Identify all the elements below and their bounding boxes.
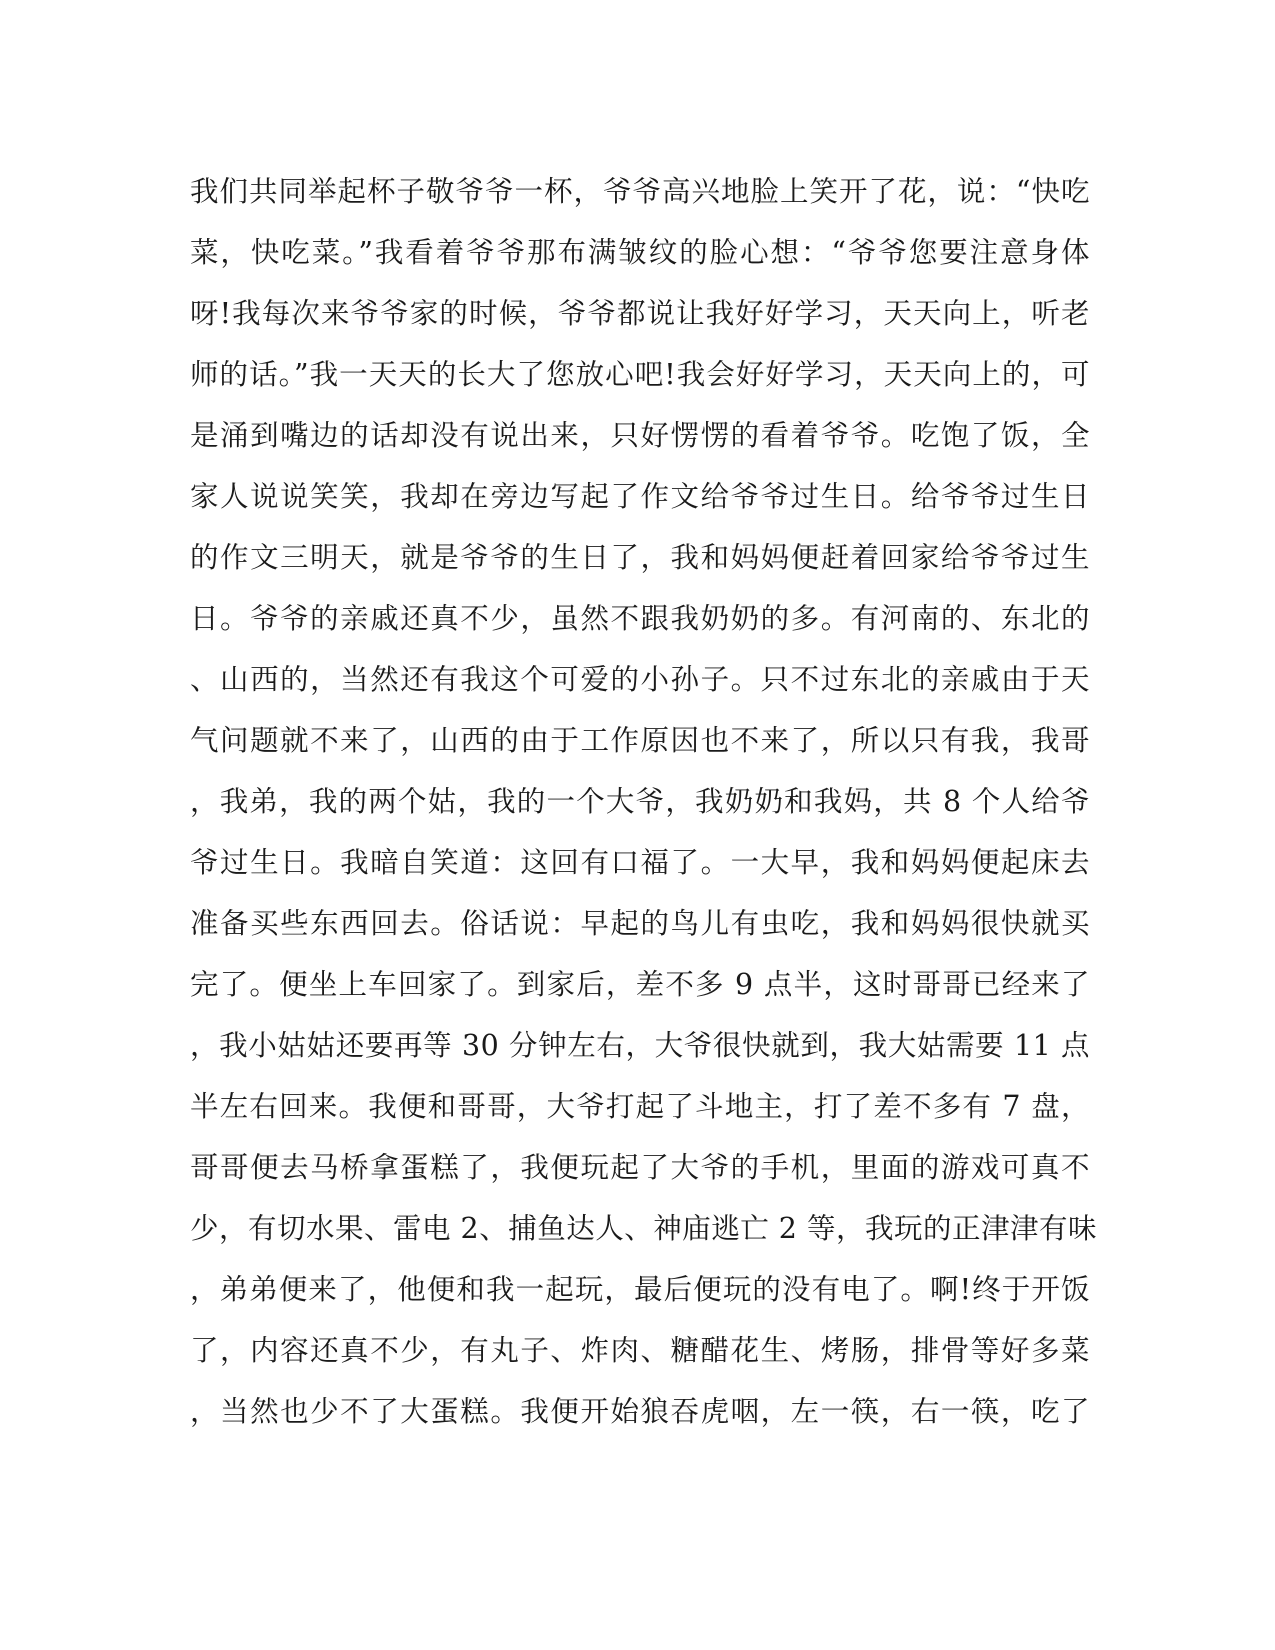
text-line: 是涌到嘴边的话却没有说出来，只好愣愣的看着爷爷。吃饱了饭，全 (190, 419, 1090, 452)
text-line: 家人说说笑笑，我却在旁边写起了作文给爷爷过生日。给爷爷过生日 (190, 480, 1090, 513)
text-line: 准备买些东西回去。俗话说：早起的鸟儿有虫吃，我和妈妈很快就买 (190, 907, 1090, 940)
text-line: 、山西的，当然还有我这个可爱的小孙子。只不过东北的亲戚由于天 (190, 663, 1090, 696)
text-line: 的作文三明天，就是爷爷的生日了，我和妈妈便赶着回家给爷爷过生 (190, 541, 1090, 574)
text-line: 完了。便坐上车回家了。到家后，差不多 9 点半，这时哥哥已经来了 (190, 968, 1090, 1001)
text-line: 日。爷爷的亲戚还真不少，虽然不跟我奶奶的多。有河南的、东北的 (190, 602, 1090, 635)
text-line: ，弟弟便来了，他便和我一起玩，最后便玩的没有电了。啊!终于开饭 (190, 1273, 1090, 1306)
text-line: 师的话。”我一天天的长大了您放心吧!我会好好学习，天天向上的，可 (190, 358, 1090, 391)
text-line: 气问题就不来了，山西的由于工作原因也不来了，所以只有我，我哥 (190, 724, 1090, 757)
text-line: 菜，快吃菜。”我看着爷爷那布满皱纹的脸心想：“爷爷您要注意身体 (190, 236, 1090, 269)
text-line: 爷过生日。我暗自笑道：这回有口福了。一大早，我和妈妈便起床去 (190, 846, 1090, 879)
text-line: 半左右回来。我便和哥哥，大爷打起了斗地主，打了差不多有 7 盘， (190, 1090, 1090, 1123)
text-line: 哥哥便去马桥拿蛋糕了，我便玩起了大爷的手机，里面的游戏可真不 (190, 1151, 1090, 1184)
text-line: 了，内容还真不少，有丸子、炸肉、糖醋花生、烤肠，排骨等好多菜 (190, 1334, 1090, 1367)
text-line: 少，有切水果、雷电 2、捕鱼达人、神庙逃亡 2 等，我玩的正津津有味 (190, 1212, 1097, 1245)
text-line: ，当然也少不了大蛋糕。我便开始狼吞虎咽，左一筷，右一筷，吃了 (190, 1395, 1090, 1428)
body-text (190, 161, 1097, 1442)
text-line: 呀!我每次来爷爷家的时候，爷爷都说让我好好学习，天天向上，听老 (190, 297, 1090, 330)
text-line: ，我小姑姑还要再等 30 分钟左右，大爷很快就到，我大姑需要 11 点 (190, 1029, 1090, 1062)
text-line: 我们共同举起杯子敬爷爷一杯，爷爷高兴地脸上笑开了花，说：“快吃 (190, 175, 1090, 208)
text-line: ，我弟，我的两个姑，我的一个大爷，我奶奶和我妈，共 8 个人给爷 (190, 785, 1090, 818)
